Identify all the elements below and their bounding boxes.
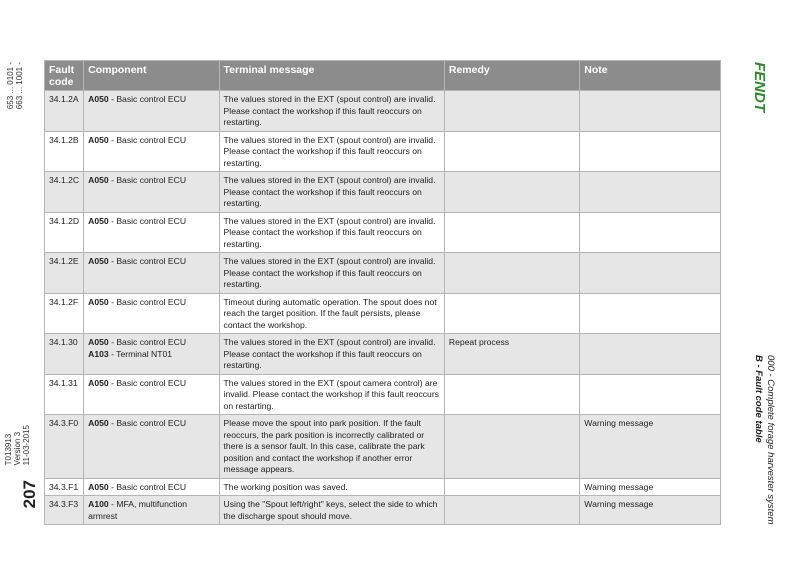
table-row xyxy=(45,478,721,496)
component-cell xyxy=(84,334,219,375)
terminal-message-cell: The values stored in the EXT (spout control) are invalid. Please contact the workshop if this fault reoccurs on restarting. xyxy=(219,334,444,375)
table-row xyxy=(45,253,721,294)
document-id: T013913 xyxy=(4,433,13,466)
remedy-cell xyxy=(444,91,579,132)
remedy-cell xyxy=(444,212,579,253)
component-description: - Terminal NT01 xyxy=(108,348,173,359)
note-cell xyxy=(580,131,721,172)
fault-code-cell: 34.3.F1 xyxy=(45,478,84,496)
component-id: A050 xyxy=(88,134,109,145)
remedy-cell xyxy=(444,293,579,334)
document-code: 653 ... 0101 - xyxy=(6,62,15,110)
table-body xyxy=(45,91,721,525)
table-row xyxy=(45,293,721,334)
component-id: A050 xyxy=(88,175,109,185)
component-cell xyxy=(84,253,219,294)
table-row xyxy=(45,172,721,213)
remedy-cell xyxy=(444,478,579,496)
terminal-message-cell: The values stored in the EXT (spout control) are invalid. Please contact the workshop if this fault reoccurs on restarting. xyxy=(219,253,444,294)
component-cell xyxy=(84,374,219,415)
terminal-message-cell: The values stored in the EXT (spout control) are invalid. Please contact the workshop if this fault reoccurs on restarting. xyxy=(219,131,444,172)
note-cell xyxy=(580,293,721,334)
component-id: A050 xyxy=(88,215,109,226)
component-description: - Basic control ECU xyxy=(108,256,187,266)
terminal-message-cell: Please move the spout into park position. If the fault reoccurs, the park position is incorrectly calibrated or there is a sensor fault. In this case, calibrate the park position and contact the workshop if another error message appears. xyxy=(219,415,444,479)
component-id: A050 xyxy=(88,337,109,347)
component-cell xyxy=(84,212,219,253)
component-id: A050 xyxy=(88,256,109,266)
component-id: A050 xyxy=(88,481,109,492)
header-remedy: Remedy xyxy=(444,61,579,91)
component-cell xyxy=(84,131,219,172)
header-component: Component xyxy=(84,61,219,91)
terminal-message-cell: The working position was saved. xyxy=(219,478,444,496)
fault-code-cell: 34.3.F3 xyxy=(45,496,84,525)
fault-code-cell: 34.1.2A xyxy=(45,91,84,132)
document-version: Version 3 xyxy=(13,431,22,466)
component-id: A050 xyxy=(88,377,109,388)
document-version-info xyxy=(4,425,31,465)
note-cell xyxy=(580,212,721,253)
component-cell xyxy=(84,496,219,525)
component-id: A050 xyxy=(88,296,109,307)
component-description: - Basic control ECU xyxy=(108,481,187,492)
document-date: 11-03-2015 xyxy=(22,425,31,466)
fault-code-cell: 34.1.2D xyxy=(45,212,84,253)
page-number: 207 xyxy=(20,480,39,509)
component-cell xyxy=(84,293,219,334)
component-description: - Basic control ECU xyxy=(108,175,187,185)
table-row xyxy=(45,91,721,132)
section-heading: B - Fault code table xyxy=(753,355,764,443)
remedy-cell xyxy=(444,374,579,415)
remedy-cell xyxy=(444,172,579,213)
component-id: A100 xyxy=(88,499,109,509)
component-cell xyxy=(84,478,219,496)
component-entry xyxy=(88,135,214,147)
note-cell xyxy=(580,374,721,415)
section-headings xyxy=(752,355,776,525)
chapter-heading: 000 - Complete forage harvester system xyxy=(765,355,776,525)
terminal-message-cell: Timeout during automatic operation. The spout does not reach the target position. If the fault persists, please contact the workshop. xyxy=(219,293,444,334)
component-entry xyxy=(88,297,214,309)
fault-code-cell: 34.1.2F xyxy=(45,293,84,334)
component-description: - Basic control ECU xyxy=(108,418,187,428)
terminal-message-cell: Using the "Spout left/right" keys, select the side to which the discharge spout should move. xyxy=(219,496,444,525)
brand-logo: FENDT xyxy=(751,62,768,112)
note-cell xyxy=(580,334,721,375)
component-description: - Basic control ECU xyxy=(108,94,187,104)
component-entry xyxy=(88,94,214,106)
component-entry xyxy=(88,216,214,228)
component-description: - MFA, multifunction armrest xyxy=(88,499,188,521)
document-code: 663 ... 1001 - xyxy=(15,62,24,110)
fault-code-cell: 34.3.F0 xyxy=(45,415,84,479)
component-description: - Basic control ECU xyxy=(108,337,187,347)
component-cell xyxy=(84,91,219,132)
note-cell xyxy=(580,91,721,132)
remedy-cell: Repeat process xyxy=(444,334,579,375)
component-id: A050 xyxy=(88,418,109,428)
component-description: - Basic control ECU xyxy=(108,296,187,307)
component-entry xyxy=(88,418,214,430)
fault-code-cell: 34.1.2E xyxy=(45,253,84,294)
component-entry xyxy=(88,482,214,494)
terminal-message-cell: The values stored in the EXT (spout camera control) are invalid. Please contact the workshop if this fault reoccurs on restarting. xyxy=(219,374,444,415)
component-description: - Basic control ECU xyxy=(108,215,187,226)
table-header-row xyxy=(45,61,721,91)
remedy-cell xyxy=(444,253,579,294)
note-cell xyxy=(580,172,721,213)
table-row xyxy=(45,334,721,375)
note-cell: Warning message xyxy=(580,496,721,525)
note-cell: Warning message xyxy=(580,415,721,479)
table-row xyxy=(45,131,721,172)
component-entry xyxy=(88,378,214,390)
component-entry xyxy=(88,175,214,187)
document-codes xyxy=(6,62,24,109)
terminal-message-cell: The values stored in the EXT (spout control) are invalid. Please contact the workshop if this fault reoccurs on restarting. xyxy=(219,172,444,213)
terminal-message-cell: The values stored in the EXT (spout control) are invalid. Please contact the workshop if this fault reoccurs on restarting. xyxy=(219,91,444,132)
component-entry xyxy=(88,349,214,361)
note-cell: Warning message xyxy=(580,478,721,496)
component-cell xyxy=(84,172,219,213)
fault-code-cell: 34.1.2C xyxy=(45,172,84,213)
remedy-cell xyxy=(444,131,579,172)
terminal-message-cell: The values stored in the EXT (spout control) are invalid. Please contact the workshop if this fault reoccurs on restarting. xyxy=(219,212,444,253)
component-entry xyxy=(88,256,214,268)
table-row xyxy=(45,212,721,253)
remedy-cell xyxy=(444,415,579,479)
note-cell xyxy=(580,253,721,294)
table-row xyxy=(45,496,721,525)
header-fault-code: Fault code xyxy=(45,61,84,91)
component-description: - Basic control ECU xyxy=(108,377,187,388)
component-id: A050 xyxy=(88,94,109,104)
table-row xyxy=(45,415,721,479)
fault-code-table xyxy=(44,60,721,525)
fault-code-table-wrapper xyxy=(44,60,721,525)
fault-code-cell: 34.1.30 xyxy=(45,334,84,375)
component-entry xyxy=(88,499,214,522)
component-description: - Basic control ECU xyxy=(108,134,187,145)
fault-code-cell: 34.1.31 xyxy=(45,374,84,415)
component-entry xyxy=(88,337,214,349)
header-note: Note xyxy=(580,61,721,91)
remedy-cell xyxy=(444,496,579,525)
component-cell xyxy=(84,415,219,479)
table-row xyxy=(45,374,721,415)
header-terminal-message: Terminal message xyxy=(219,61,444,91)
component-id: A103 xyxy=(88,348,109,359)
fault-code-cell: 34.1.2B xyxy=(45,131,84,172)
